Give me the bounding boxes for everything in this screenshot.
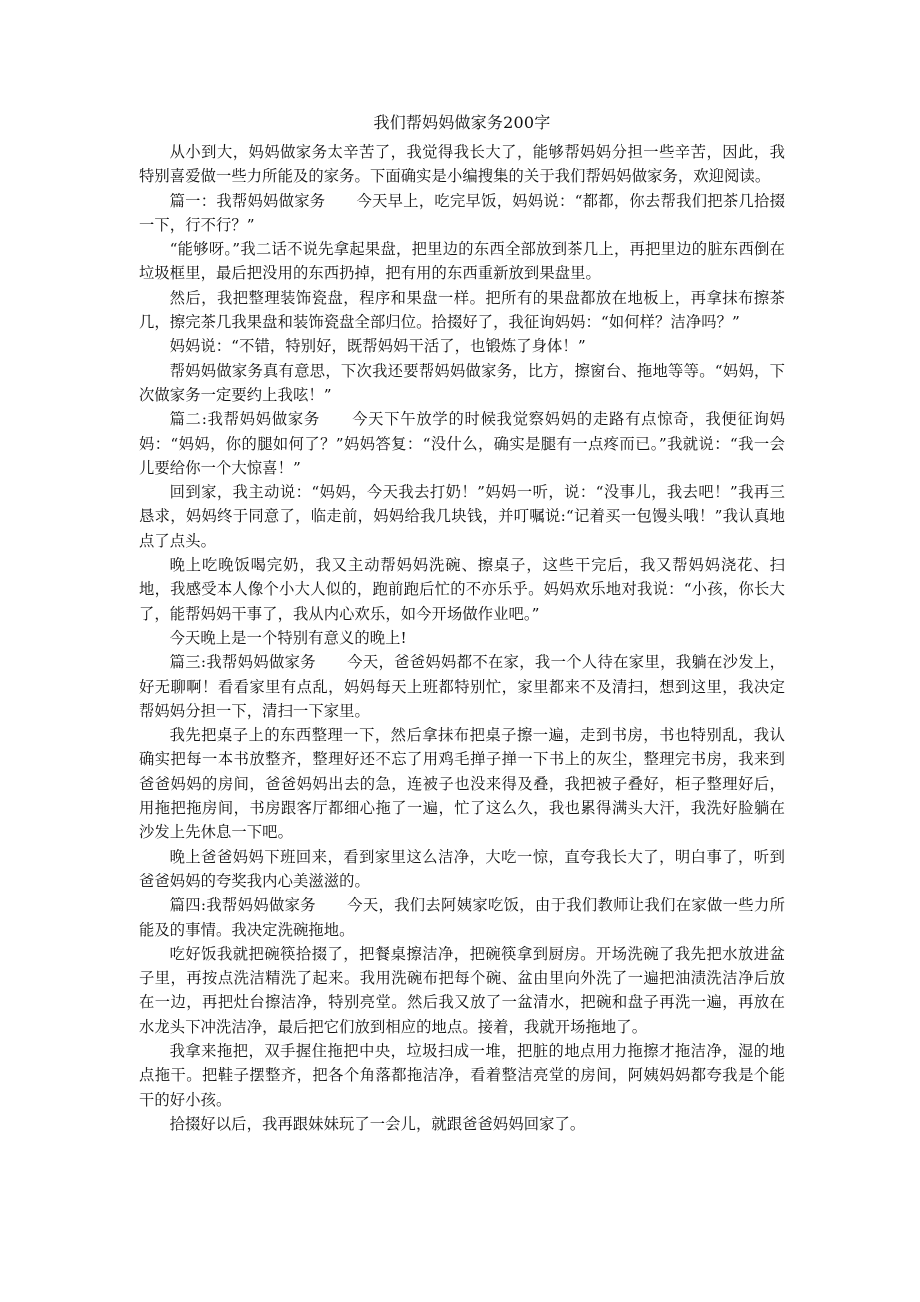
paragraph-part1-opening: 篇一：我帮妈妈做家务 今天早上，吃完早饭，妈妈说：“都都，你去帮我们把茶几拾掇一下，行不行？” <box>139 191 785 234</box>
paragraph: “能够呀。”我二话不说先拿起果盘，把里边的东西全部放到茶几上，再把里边的脏东西倒在垃圾框里，最后把没用的东西扔掉，把有用的东西重新放到果盘里。 <box>139 240 785 283</box>
paragraph: 我先把桌子上的东西整理一下，然后拿抹布把桌子擦一遍，走到书房，书也特别乱，我认确实把每一本书放整齐，整理好还不忘了用鸡毛掸子掸一下书上的灰尘，整理完书房，我来到爸爸妈妈的房间，爸爸妈妈出去的急，连被子也没来得及叠，我把被子叠好，柜子整理好后，用拖把拖房间，书房跟客厅都细心拖了一遍，忙了这么久，我也累得满头大汗，我洗好脸躺在沙发上先休息一下吧。 <box>139 726 785 842</box>
paragraph-part2-opening: 篇二:我帮妈妈做家务 今天下午放学的时候我觉察妈妈的走路有点惊奇，我便征询妈妈：“妈妈，你的腿如何了？”妈妈答复：“没什么，确实是腿有一点疼而已。”我就说：“我一会儿要给你一个大惊喜！” <box>139 410 785 477</box>
paragraph: 妈妈说：“不错，特别好，既帮妈妈干活了，也锻炼了身体！” <box>169 337 586 356</box>
paragraph: 回到家，我主动说：“妈妈，今天我去打奶！”妈妈一听，说：“没事儿，我去吧！”我再三恳求，妈妈终于同意了，临走前，妈妈给我几块钱，并叮嘱说:“记着买一包馒头哦！”我认真地点了点头。 <box>139 483 785 550</box>
paragraph: 今天晚上是一个特别有意义的晚上! <box>169 628 407 647</box>
paragraph: 然后，我把整理装饰瓷盘，程序和果盘一样。把所有的果盘都放在地板上，再拿抹布擦茶几，擦完茶几我果盘和装饰瓷盘全部归位。拾掇好了，我征询妈妈：“如何样？洁净吗？” <box>139 288 785 332</box>
paragraph-intro: 从小到大，妈妈做家务太辛苦了，我觉得我长大了，能够帮妈妈分担一些辛苦，因此，我特别喜爱做一些力所能及的家务。下面确实是小编搜集的关于我们帮妈妈做家务，欢迎阅读。 <box>139 143 785 186</box>
paragraph: 吃好饭我就把碗筷拾掇了，把餐桌擦洁净，把碗筷拿到厨房。开场洗碗了我先把水放进盆子里，再按点洗洁精洗了起来。我用洗碗布把每个碗、盆由里向外洗了一遍把油渍洗洁净后放在一边，再把灶台擦洁净，特别亮堂。然后我又放了一盆清水，把碗和盘子再洗一遍，再放在水龙头下冲洗洁净，最后把它们放到相应的地点。接着，我就开场拖地了。 <box>139 944 785 1036</box>
paragraph-part3-opening: 篇三:我帮妈妈做家务 今天，爸爸妈妈都不在家，我一个人待在家里，我躺在沙发上，好无聊啊！看看家里有点乱，妈妈每天上班都特别忙，家里都来不及清扫，想到这里，我决定帮妈妈分担一下，清扫一下家里。 <box>139 653 785 720</box>
paragraph-closing: 拾掇好以后，我再跟妹妹玩了一会儿，就跟爸爸妈妈回家了。 <box>169 1114 586 1133</box>
paragraph: 晚上吃晚饭喝完奶，我又主动帮妈妈洗碗、擦桌子，这些干完后，我又帮妈妈浇花、扫地，我感受本人像个小大人似的，跑前跑后忙的不亦乐乎。妈妈欢乐地对我说：“小孩，你长大了，能帮妈妈干事了，我从内心欢乐，如今开场做作业吧。” <box>139 556 785 623</box>
document-page <box>139 112 785 1136</box>
paragraph-part4-opening: 篇四:我帮妈妈做家务 今天，我们去阿姨家吃饭，由于我们教师让我们在家做一些力所能及的事情。我决定洗碗拖地。 <box>139 896 785 939</box>
paragraph: 晚上爸爸妈妈下班回来，看到家里这么洁净，大吃一惊，直夸我长大了，明白事了，听到爸爸妈妈的夸奖我内心美滋滋的。 <box>139 847 785 890</box>
document-title: 我们帮妈妈做家务200字 <box>373 113 551 132</box>
paragraph: 帮妈妈做家务真有意思，下次我还要帮妈妈做家务，比方，擦窗台、拖地等等。“妈妈，下次做家务一定要约上我呟！” <box>139 361 785 404</box>
paragraph: 我拿来拖把，双手握住拖把中央，垃圾扫成一堆，把脏的地点用力拖擦才拖洁净，湿的地点拖干。把鞋子摆整齐，把各个角落都拖洁净，看着整洁亮堂的房间，阿姨妈妈都夸我是个能干的好小孩。 <box>139 1041 785 1109</box>
